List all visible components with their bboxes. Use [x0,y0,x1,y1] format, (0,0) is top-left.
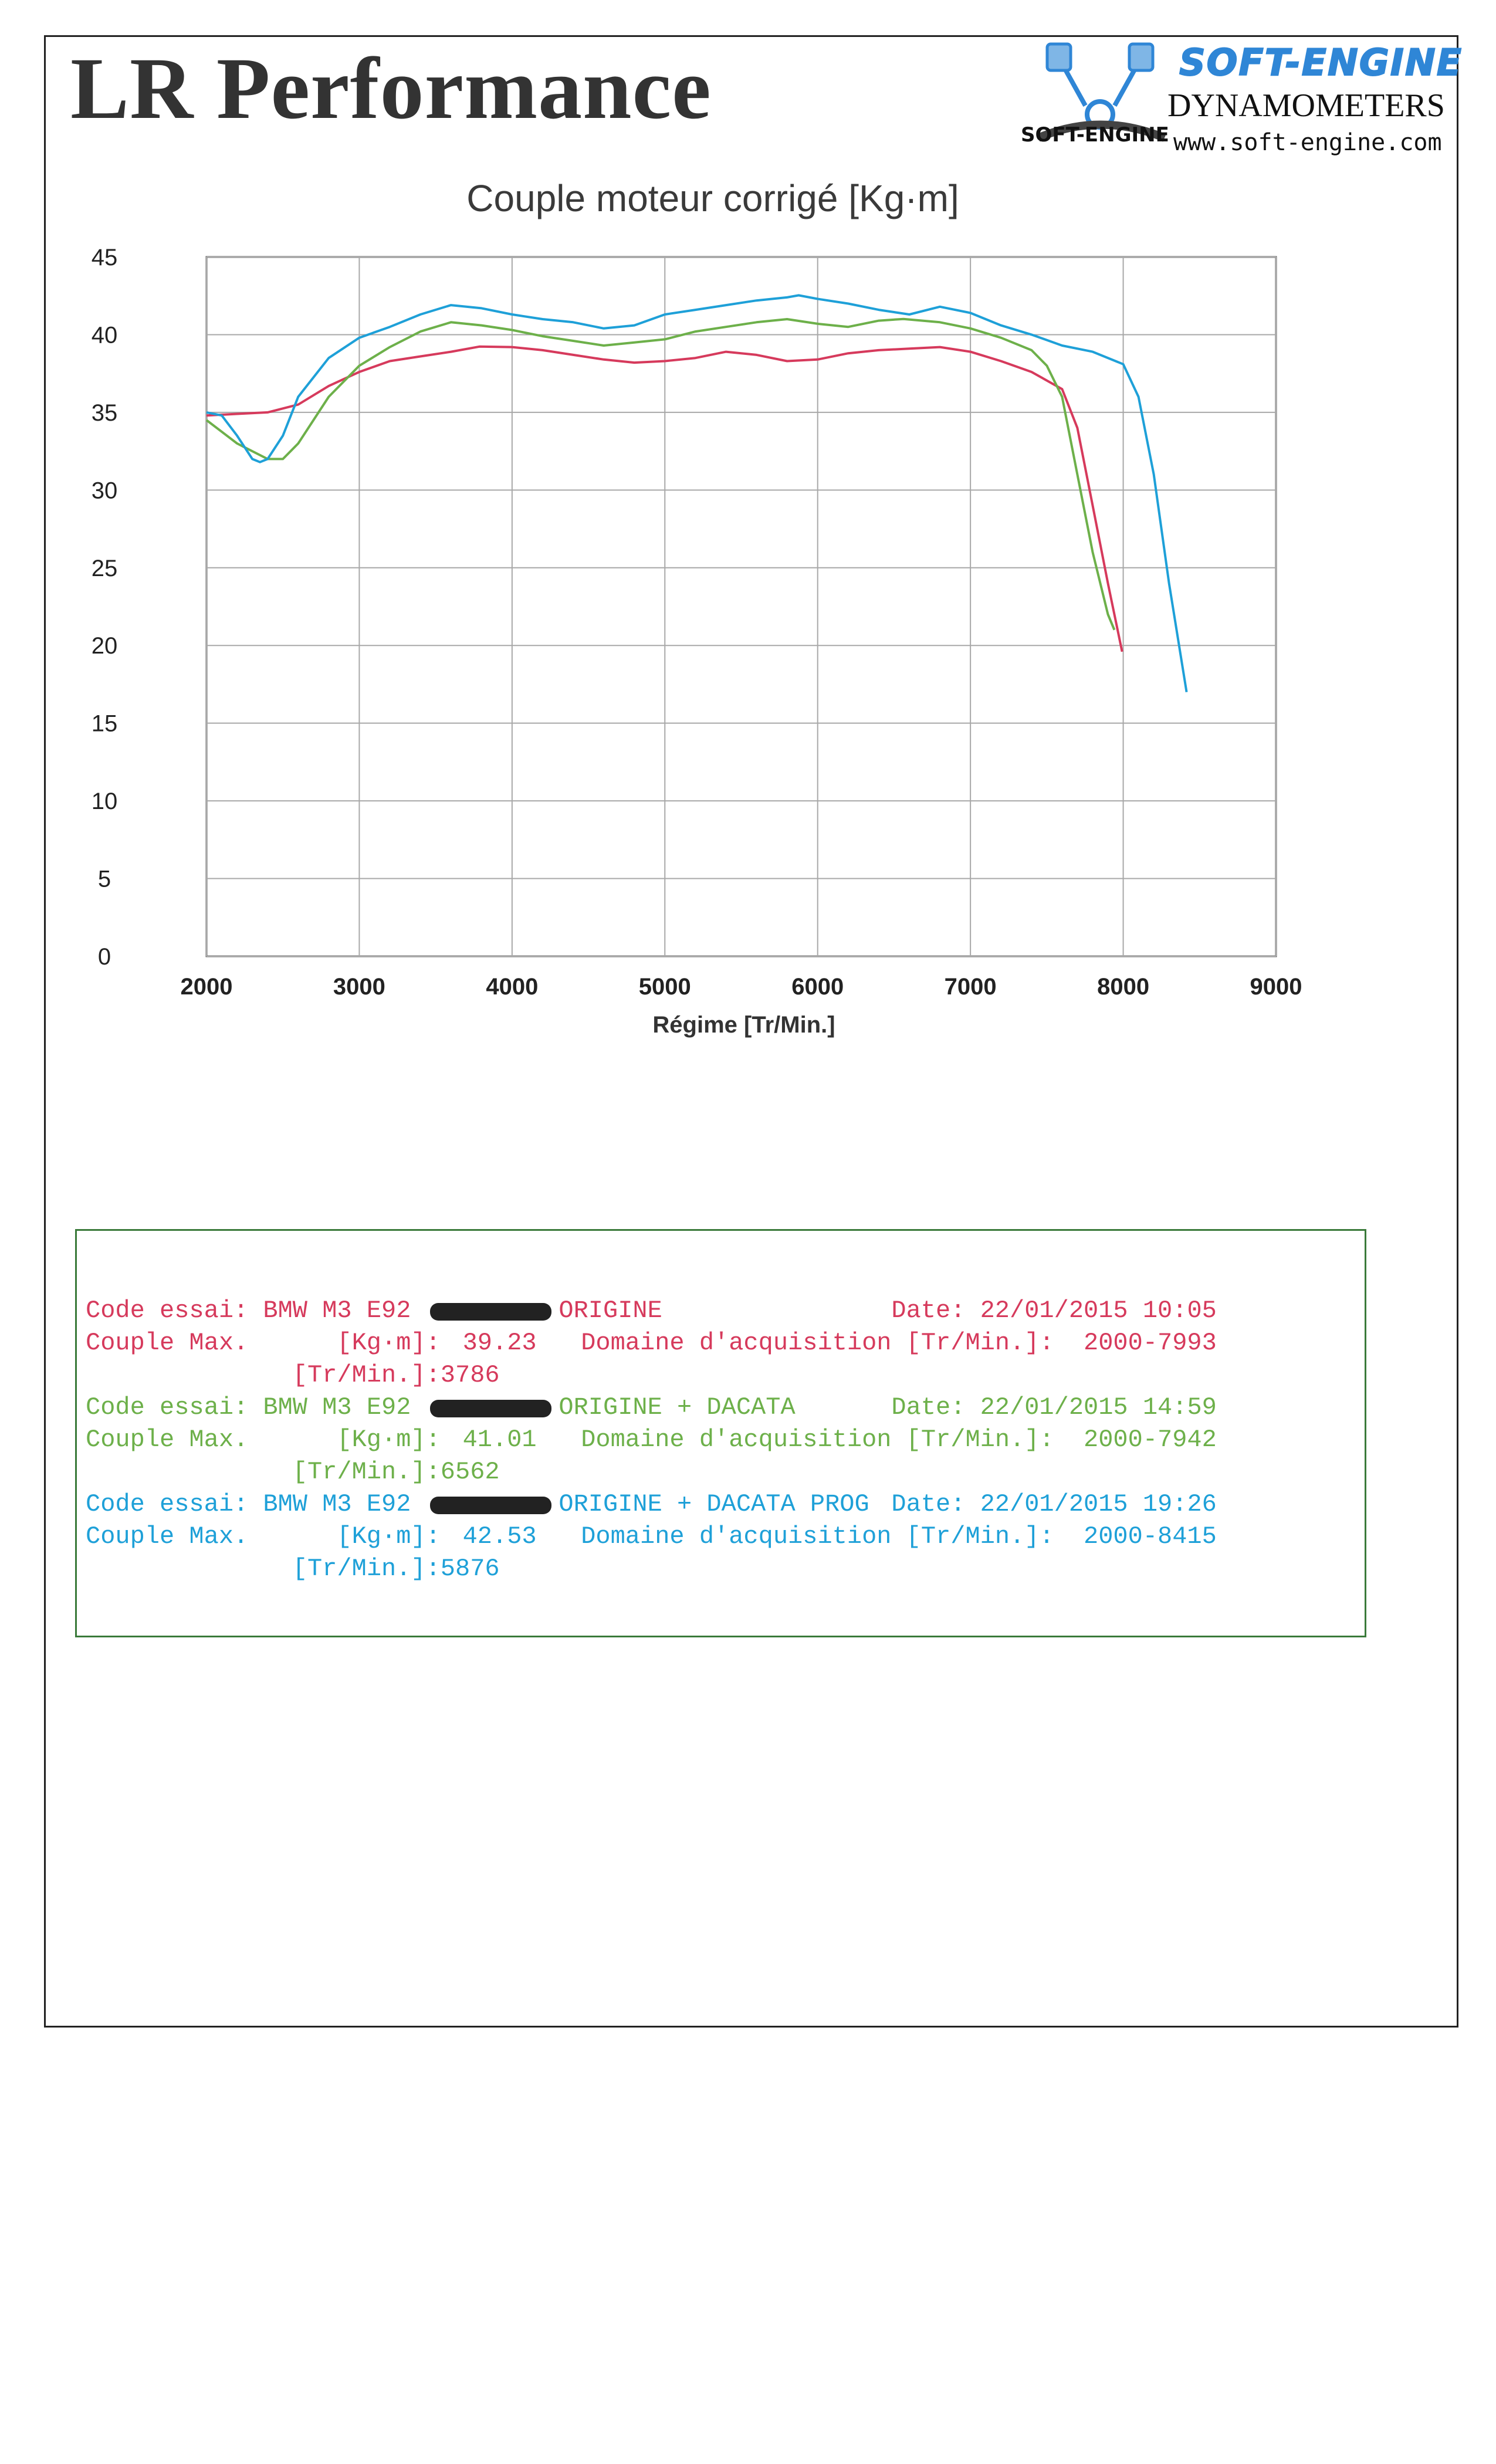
chart-title: Couple moteur corrigé [Kg·m] [466,177,959,219]
y-tick-label: 45 [91,245,118,270]
code-label: Code essai: [86,1490,249,1518]
x-tick-label: 9000 [1250,974,1302,1000]
rpm-value: 3786 [440,1361,500,1389]
rpm-unit: [Tr/Min.]: [292,1458,441,1486]
couple-max-value: 41.01 [462,1426,537,1454]
test-date: 22/01/2015 10:05 [980,1297,1217,1325]
x-axis-label: Régime [Tr/Min.] [652,1012,835,1038]
code-label: Code essai: [86,1297,249,1325]
logo-url: www.soft-engine.com [1173,129,1442,156]
logo-mark: SOFT-ENGINE [1021,123,1169,147]
redacted-plate [430,1497,551,1514]
x-tick-label: 7000 [944,974,997,1000]
x-tick-label: 5000 [638,974,691,1000]
rpm-unit: [Tr/Min.]: [292,1555,441,1583]
page-title: LR Performance [70,40,712,137]
date-label: Date: [891,1297,966,1325]
vehicle-name: BMW M3 E92 [263,1393,411,1421]
redacted-plate [430,1400,551,1417]
domain-value: 2000-7942 [1084,1426,1217,1454]
y-tick-label: 30 [91,478,118,504]
logo-name: SOFT-ENGINE [1179,41,1463,84]
date-label: Date: [891,1490,966,1518]
x-axis [181,974,1302,1000]
domain-label: Domaine d'acquisition [Tr/Min.]: [581,1426,1054,1454]
y-tick-label: 40 [91,322,118,348]
couple-max-value: 42.53 [462,1522,537,1551]
test-config: ORIGINE + DACATA [559,1393,796,1421]
y-tick-label: 5 [97,866,111,892]
logo-subtitle: DYNAMOMETERS [1167,87,1445,124]
x-tick-label: 2000 [180,974,233,1000]
rpm-value: 5876 [440,1555,500,1583]
y-tick-label: 20 [91,633,118,659]
y-tick-label: 25 [91,555,118,581]
couple-unit: [Kg·m]: [337,1522,441,1551]
vehicle-name: BMW M3 E92 [263,1297,411,1325]
couple-max-value: 39.23 [462,1329,537,1357]
redacted-plate [430,1303,551,1321]
y-tick-label: 0 [97,944,111,970]
couple-unit: [Kg·m]: [337,1426,441,1454]
couple-max-label: Couple Max. [86,1329,249,1357]
test-config: ORIGINE + DACATA PROG [559,1490,869,1518]
domain-value: 2000-8415 [1084,1522,1217,1551]
y-tick-label: 35 [91,400,118,426]
rpm-unit: [Tr/Min.]: [292,1361,441,1389]
x-tick-label: 4000 [486,974,539,1000]
code-label: Code essai: [86,1393,249,1421]
rpm-value: 6562 [440,1458,500,1486]
x-tick-label: 8000 [1097,974,1150,1000]
x-tick-label: 3000 [333,974,385,1000]
domain-label: Domaine d'acquisition [Tr/Min.]: [581,1329,1054,1357]
couple-max-label: Couple Max. [86,1426,249,1454]
y-tick-label: 15 [91,710,118,737]
test-config: ORIGINE [559,1297,662,1325]
y-tick-label: 10 [91,788,118,815]
date-label: Date: [891,1393,966,1421]
x-tick-label: 6000 [791,974,844,1000]
results-panel [75,1229,1366,1637]
domain-label: Domaine d'acquisition [Tr/Min.]: [581,1522,1054,1551]
vehicle-name: BMW M3 E92 [263,1490,411,1518]
couple-unit: [Kg·m]: [337,1329,441,1357]
couple-max-label: Couple Max. [86,1522,249,1551]
test-date: 22/01/2015 19:26 [980,1490,1217,1518]
torque-chart [0,0,1496,1085]
y-axis [92,245,118,970]
test-date: 22/01/2015 14:59 [980,1393,1217,1421]
domain-value: 2000-7993 [1084,1329,1217,1357]
